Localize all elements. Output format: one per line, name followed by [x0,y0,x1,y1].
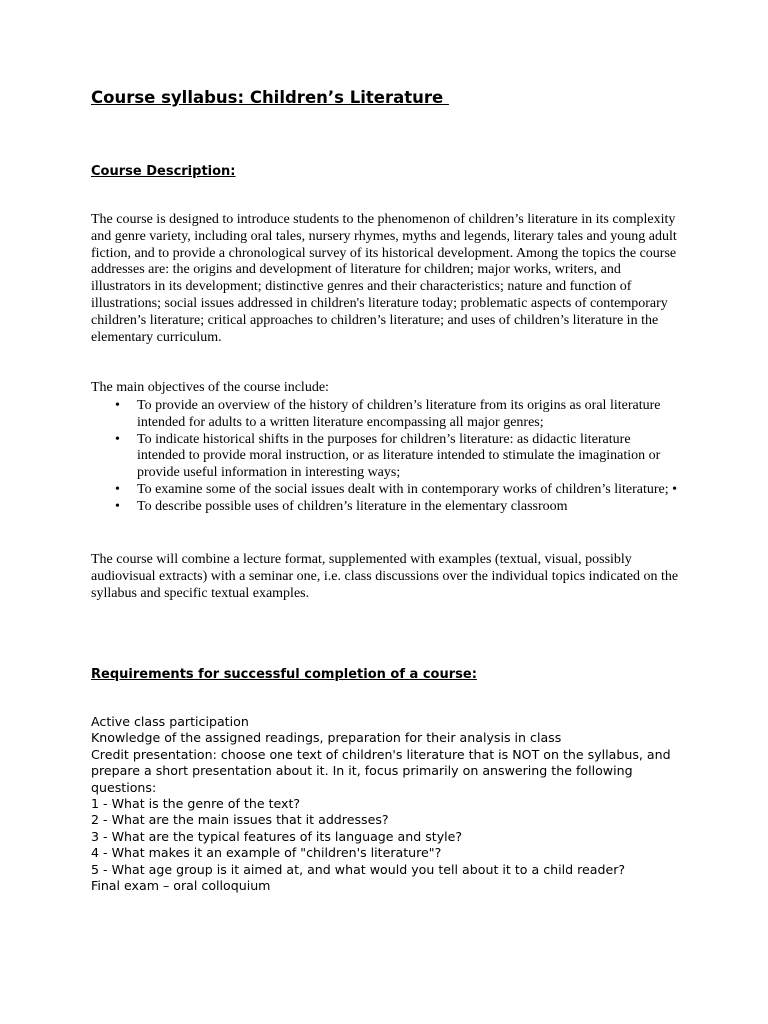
objective-item [91,482,681,499]
objective-item [91,398,681,432]
requirement-item: Knowledge of the assigned readings, preparation for their analysis in class [91,730,562,746]
course-format-paragraph: The course will combine a lecture format, supplemented with examples (textual, visual, possibly audiovisual extracts) with a seminar one, i.e. class discussions over the individual topics indicated on the syllabus and specific textual examples. [91,552,679,601]
objective-text: To indicate historical shifts in the purposes for children’s literature: as didactic literature intended to provide moral instruction, or as literature intended to stimulate the imagination or provide useful information in interesting ways; [137,431,661,481]
bullet-icon: • [115,431,120,447]
requirement-item: Active class participation [91,714,249,729]
objective-text: To describe possible uses of children’s literature in the elementary classroom [137,498,568,514]
course-description-heading: Course Description: [91,164,236,179]
bullet-icon: • [115,498,120,514]
objective-item [91,432,681,482]
bullet-icon: • [115,481,120,497]
question-item: 2 - What are the main issues that it addresses? [91,812,389,828]
question-item: 5 - What age group is it aimed at, and what would you tell about it to a child reader? [91,861,626,877]
question-item: 3 - What are the typical features of its language and style? [91,828,463,844]
objectives-intro: The main objectives of the course include: [91,380,329,395]
objective-text: To provide an overview of the history of children’s literature from its origins as oral literature intended for adults to a written literature encompassing all major genres; [137,398,661,430]
requirement-item: Credit presentation: choose one text of children's literature that is NOT on the syllabus, and prepare a short presentation about it. In it, focus primarily on answering the following questions: [91,746,671,795]
objective-text: To examine some of the social issues dealt with in contemporary works of children’s literature; • [137,481,678,497]
requirements-heading: Requirements for successful completion of a course: [91,667,477,682]
question-item: 1 - What is the genre of the text? [91,796,301,812]
question-item: 4 - What makes it an example of "children's literature"? [91,845,442,861]
course-description-paragraph: The course is designed to introduce students to the phenomenon of children’s literature in its complexity and genre variety, including oral tales, nursery rhymes, myths and legends, literary tales and young adult fiction, and to provide a chronological survey of its historical development. Among the topics the course addresses are: the origins and development of literature for children; major works, writers, and illustrators in its development; distinctive genres and their characteristics; nature and function of illustrations; social issues addressed in children's literature today; problematic aspects of contemporary children’s literature; critical approaches to children’s literature; and uses of children’s literature in the elementary curriculum. [91,212,677,345]
objective-item [91,499,681,516]
objectives-list [91,398,681,516]
bullet-icon: • [115,398,120,413]
page-title: Course syllabus: Children’s Literature [91,88,449,107]
requirement-item: Final exam – oral colloquium [91,878,271,894]
requirements-list [91,714,681,894]
